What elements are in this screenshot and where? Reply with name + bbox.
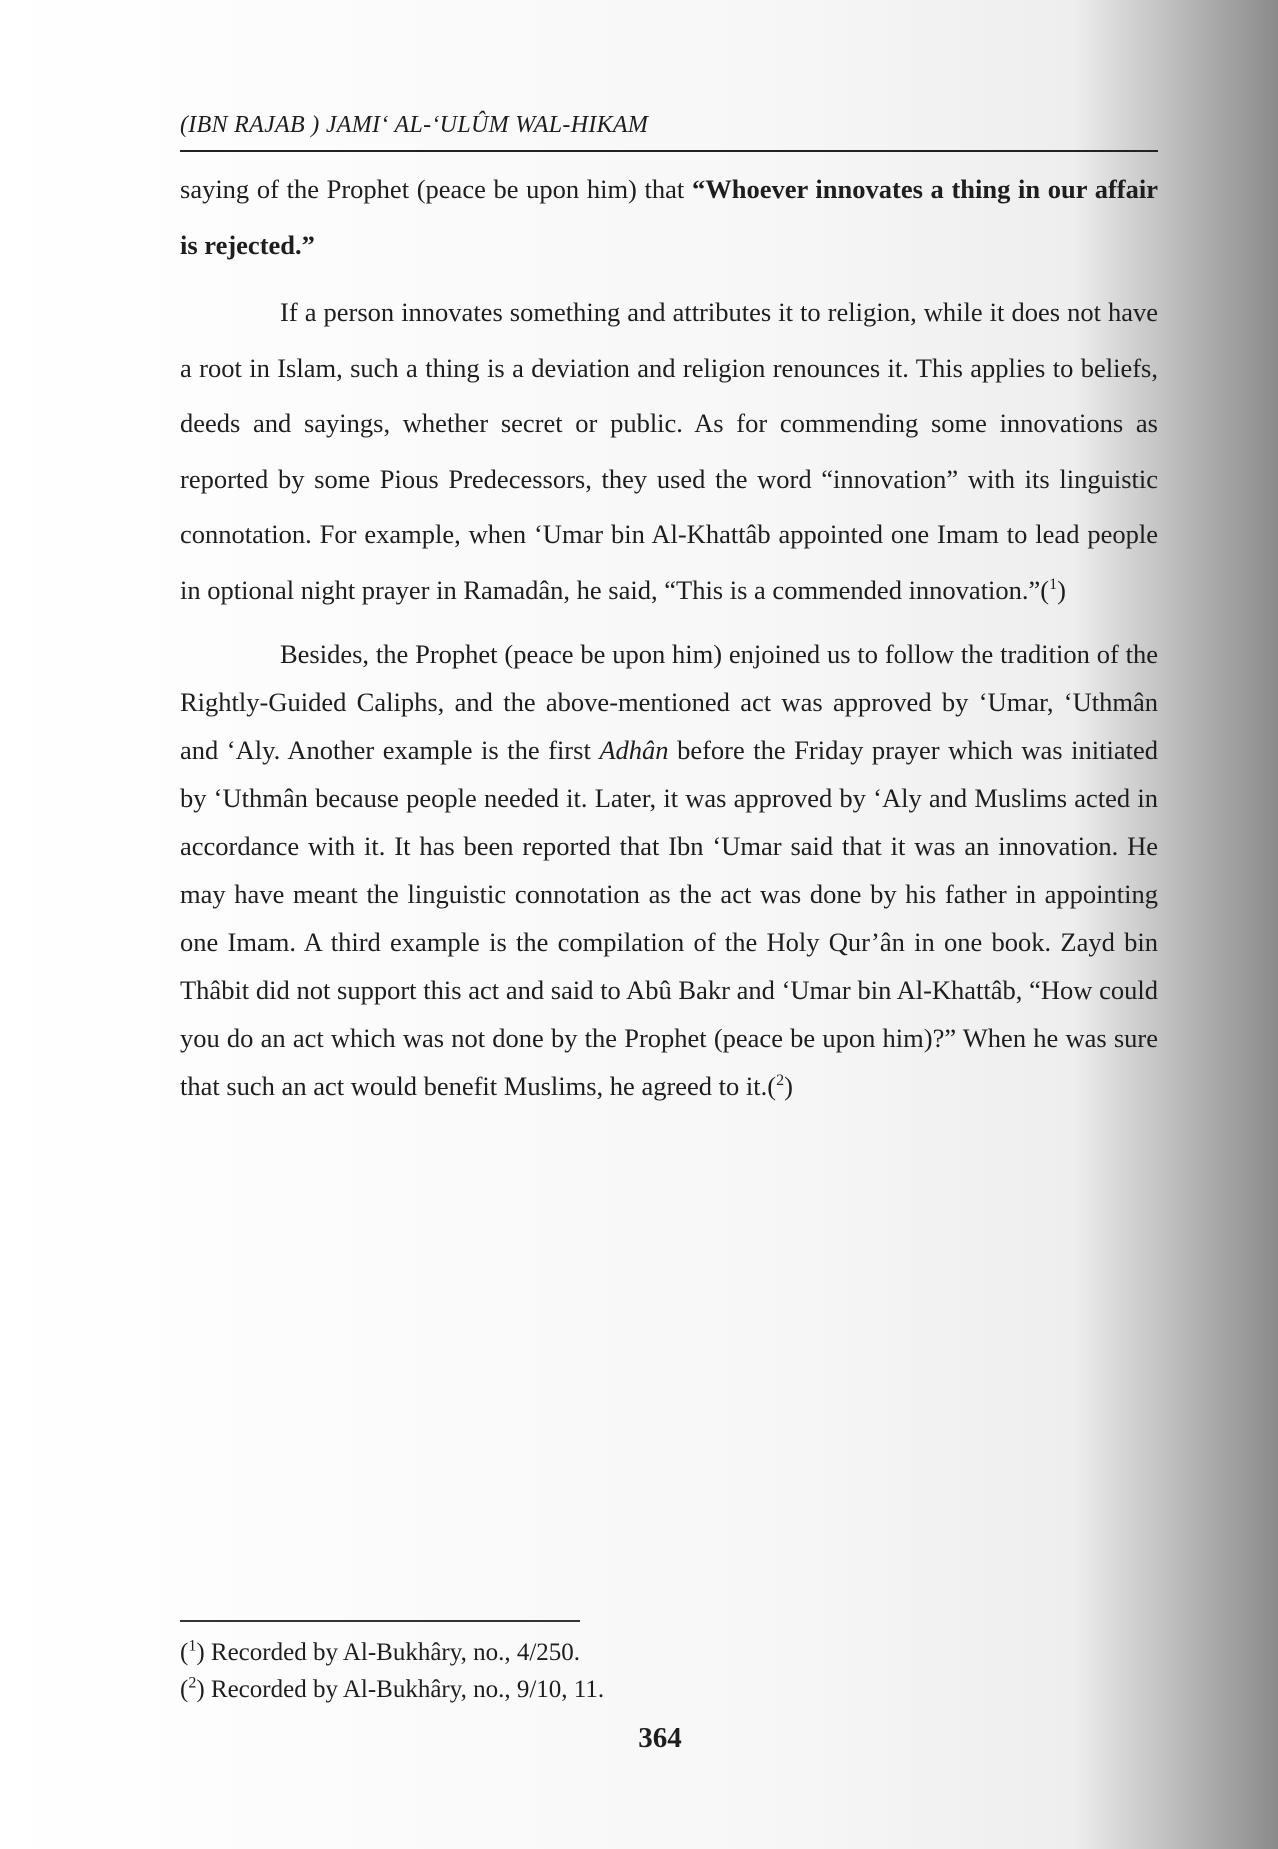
- paragraph-3-close: ): [784, 1071, 793, 1101]
- footnote-2-text: Recorded by Al-Bukhâry, no., 9/10, 11.: [210, 1676, 605, 1703]
- footnotes: [180, 1620, 880, 1708]
- header-rule: [180, 150, 1158, 152]
- footnote-2: ($^2$) Recorded by Al-Bukhâry, no., 9/10, 11.: [180, 1674, 605, 1703]
- footnote-1: ($^1$) Recorded by Al-Bukhâry, no., 4/250.: [180, 1637, 581, 1666]
- page-number: 364: [638, 1722, 682, 1754]
- footnote-2-number: 2: [188, 1674, 197, 1692]
- body-text: [180, 162, 1158, 1110]
- hadith-quote: “Whoever innovates a thing in our affair is rejected.”: [180, 174, 1159, 260]
- footnote-1-number: 1: [188, 1637, 197, 1655]
- running-head: (IBN RAJAB ) JAMI‘ AL-‘ULÛM WAL-HIKAM: [180, 112, 649, 138]
- paragraph-3-text-b: before the Friday prayer which was initiated by ‘Uthmân because people needed it. Later, it was approved by ‘Aly and Muslims acted in accordance with it. It has been reported that Ibn ‘Umar said that it was an innovation. He may have meant the linguistic connotation as the act was done by his father in appointing one Imam. A third example is the compilation of the Holy Qur’ân in one book. Zayd bin Thâbit did not support this act and said to Abû Bakr and ‘Umar bin Al-Khattâb, “How could you do an act which was not done by the Prophet (peace be upon him)?” When he was sure that such an act would benefit Muslims, he agreed to it.(: [180, 735, 1158, 1101]
- footnote-ref-1: 1: [1049, 575, 1058, 593]
- page-content: [180, 110, 1158, 1110]
- paragraph-2-close: ): [1057, 574, 1066, 605]
- paragraph-3: [180, 630, 1158, 1110]
- footnote-rule: [180, 1620, 580, 1622]
- footnote-1-text: Recorded by Al-Bukhâry, no., 4/250.: [210, 1639, 581, 1666]
- paragraph-1-text: saying of the Prophet (peace be upon him) that: [180, 174, 692, 204]
- adhan-term: Adhân: [599, 735, 669, 765]
- paragraph-2-text: If a person innovates something and attributes it to religion, while it does not have a root in Islam, such a thing is a deviation and religion renounces it. This applies to beliefs, deeds and sayings, whether secret or public. As for commending some innovations as reported by some Pious Predecessors, they used the word “innovation” with its linguistic connotation. For example, when ‘Umar bin Al-Khattâb appointed one Imam to lead people in optional night prayer in Ramadân, he said, “This is a commended innovation.”(: [180, 297, 1158, 605]
- footnote-ref-2: 2: [776, 1072, 785, 1090]
- paragraph-2: [180, 285, 1158, 618]
- paragraph-1: [180, 162, 1158, 273]
- paragraph-3-text-a: Besides, the Prophet (peace be upon him) enjoined us to follow the tradition of the Rightly-Guided Caliphs, and the above-mentioned act was approved by ‘Umar, ‘Uthmân and ‘Aly. Another example is the first: [180, 639, 1158, 765]
